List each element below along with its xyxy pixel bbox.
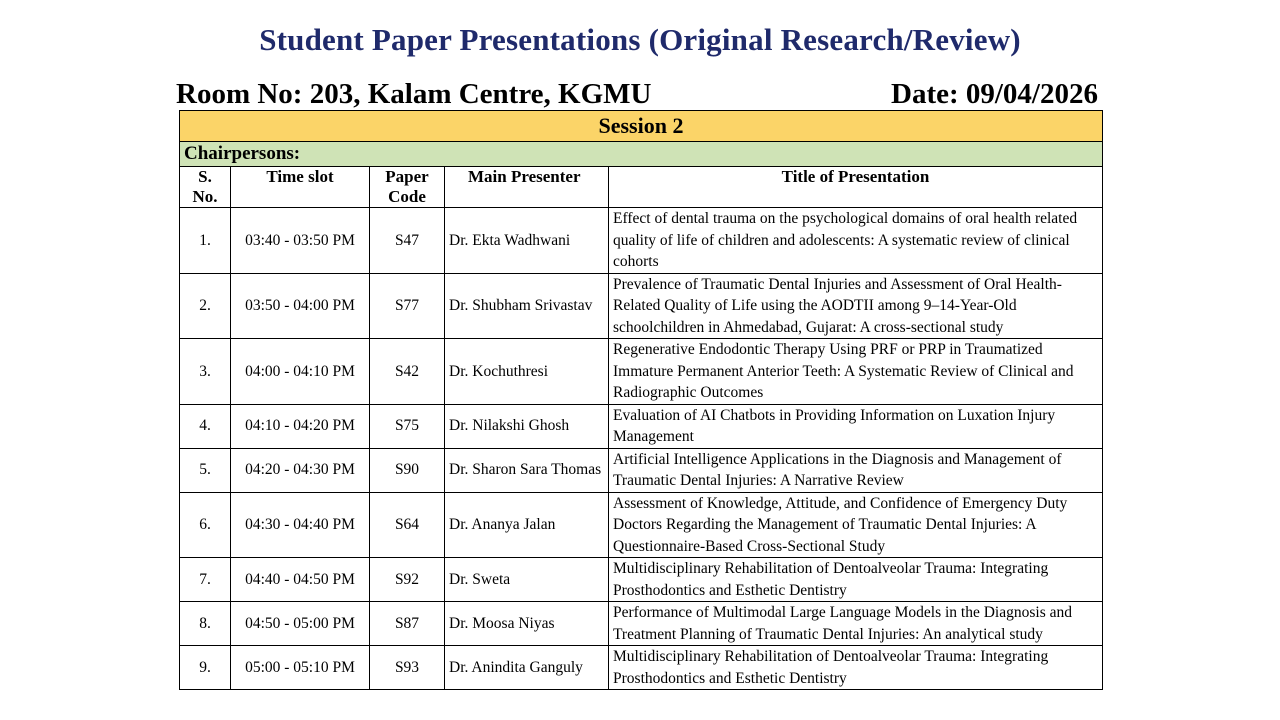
row-sno: 8. (180, 602, 231, 646)
row-paper-code: S87 (370, 602, 445, 646)
header-main-presenter: Main Presenter (445, 167, 609, 208)
row-time-slot: 05:00 - 05:10 PM (231, 646, 370, 690)
row-sno: 1. (180, 208, 231, 274)
row-time-slot: 03:50 - 04:00 PM (231, 273, 370, 339)
row-paper-code: S64 (370, 492, 445, 558)
row-sno: 2. (180, 273, 231, 339)
table-row (180, 602, 1103, 646)
row-main-presenter: Dr. Shubham Srivastav (445, 273, 609, 339)
row-title: Regenerative Endodontic Therapy Using PRF or PRP in Traumatized Immature Permanent Anterior Teeth: A Systematic Review of Clinical and Radiographic Outcomes (609, 339, 1103, 405)
table-row (180, 339, 1103, 405)
row-main-presenter: Dr. Sweta (445, 558, 609, 602)
row-title: Evaluation of AI Chatbots in Providing Information on Luxation Injury Management (609, 404, 1103, 448)
row-sno: 6. (180, 492, 231, 558)
table-row (180, 404, 1103, 448)
row-sno: 5. (180, 448, 231, 492)
table-row (180, 558, 1103, 602)
session-row (180, 111, 1103, 142)
row-time-slot: 03:40 - 03:50 PM (231, 208, 370, 274)
row-paper-code: S92 (370, 558, 445, 602)
row-main-presenter: Dr. Kochuthresi (445, 339, 609, 405)
row-time-slot: 04:00 - 04:10 PM (231, 339, 370, 405)
row-paper-code: S90 (370, 448, 445, 492)
header-title: Title of Presentation (609, 167, 1103, 208)
row-paper-code: S75 (370, 404, 445, 448)
row-main-presenter: Dr. Anindita Ganguly (445, 646, 609, 690)
row-main-presenter: Dr. Moosa Niyas (445, 602, 609, 646)
venue-header (176, 78, 1098, 112)
header-paper-code: Paper Code (370, 167, 445, 208)
row-time-slot: 04:30 - 04:40 PM (231, 492, 370, 558)
row-paper-code: S47 (370, 208, 445, 274)
row-title: Artificial Intelligence Applications in the Diagnosis and Management of Traumatic Dental Injuries: A Narrative Review (609, 448, 1103, 492)
schedule-table (179, 110, 1103, 690)
chairpersons-label: Chairpersons: (180, 142, 1103, 167)
row-time-slot: 04:10 - 04:20 PM (231, 404, 370, 448)
row-paper-code: S77 (370, 273, 445, 339)
row-time-slot: 04:20 - 04:30 PM (231, 448, 370, 492)
row-main-presenter: Dr. Nilakshi Ghosh (445, 404, 609, 448)
row-time-slot: 04:40 - 04:50 PM (231, 558, 370, 602)
row-title: Performance of Multimodal Large Language Models in the Diagnosis and Treatment Planning of Traumatic Dental Injuries: An analytical study (609, 602, 1103, 646)
table-row (180, 273, 1103, 339)
row-time-slot: 04:50 - 05:00 PM (231, 602, 370, 646)
row-title: Prevalence of Traumatic Dental Injuries and Assessment of Oral Health-Related Quality of Life using the AODTII among 9–14-Year-Old schoolchildren in Ahmedabad, Gujarat: A cross-sectional study (609, 273, 1103, 339)
schedule-body (180, 208, 1103, 690)
row-title: Assessment of Knowledge, Attitude, and Confidence of Emergency Duty Doctors Regarding the Management of Traumatic Dental Injuries: A Questionnaire-Based Cross-Sectional Study (609, 492, 1103, 558)
table-row (180, 492, 1103, 558)
date-label: Date: 09/04/2026 (891, 78, 1098, 110)
room-label: Room No: 203, Kalam Centre, KGMU (176, 78, 652, 110)
table-row (180, 208, 1103, 274)
table-row (180, 448, 1103, 492)
row-paper-code: S93 (370, 646, 445, 690)
page-title: Student Paper Presentations (Original Research/Review) (259, 22, 1021, 57)
row-title: Effect of dental trauma on the psychological domains of oral health related quality of life of children and adolescents: A systematic review of clinical cohorts (609, 208, 1103, 274)
header-row (180, 167, 1103, 208)
row-sno: 7. (180, 558, 231, 602)
table-row (180, 646, 1103, 690)
row-title: Multidisciplinary Rehabilitation of Dentoalveolar Trauma: Integrating Prosthodontics and Esthetic Dentistry (609, 646, 1103, 690)
row-main-presenter: Dr. Ananya Jalan (445, 492, 609, 558)
session-label: Session 2 (180, 111, 1103, 142)
chairpersons-row (180, 142, 1103, 167)
row-main-presenter: Dr. Sharon Sara Thomas (445, 448, 609, 492)
row-main-presenter: Dr. Ekta Wadhwani (445, 208, 609, 274)
header-time-slot: Time slot (231, 167, 370, 208)
row-sno: 9. (180, 646, 231, 690)
row-title: Multidisciplinary Rehabilitation of Dentoalveolar Trauma: Integrating Prosthodontics and Esthetic Dentistry (609, 558, 1103, 602)
row-sno: 4. (180, 404, 231, 448)
row-paper-code: S42 (370, 339, 445, 405)
header-sno: S. No. (180, 167, 231, 208)
row-sno: 3. (180, 339, 231, 405)
